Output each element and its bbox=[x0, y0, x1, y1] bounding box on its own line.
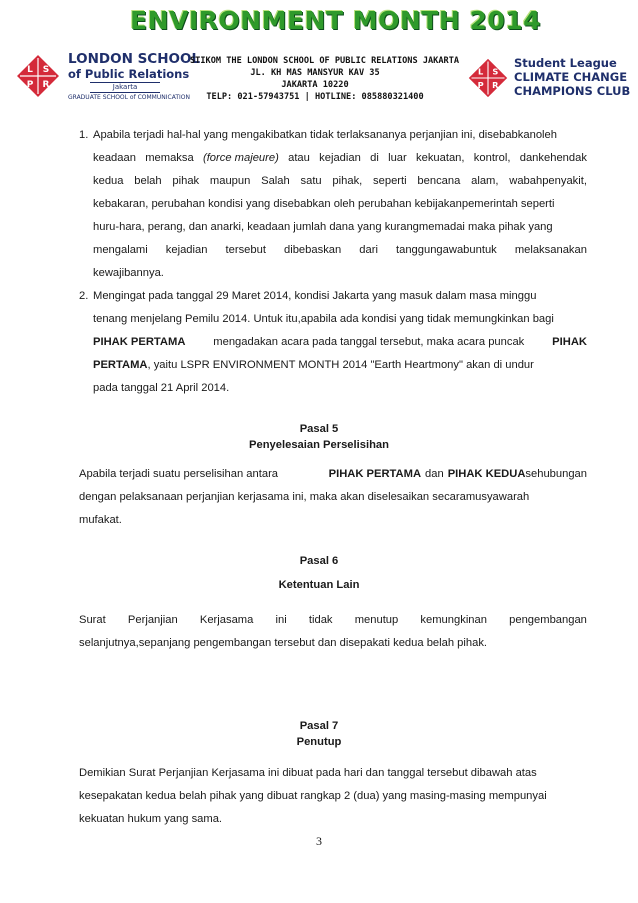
item-1-word: tersebut bbox=[225, 244, 266, 256]
pasal-6-subtitle: Ketentuan Lain bbox=[278, 579, 360, 591]
club-line-3: CHAMPIONS CLUB bbox=[514, 84, 631, 98]
item-1-word: maupun bbox=[209, 175, 251, 187]
item-1-word: kekuatan, bbox=[416, 152, 465, 164]
pasal-7-title: Pasal 7 bbox=[299, 720, 339, 732]
item-1-word: keadaan bbox=[93, 152, 136, 164]
pasal-5-subtitle: Penyelesaian Perselisihan bbox=[249, 439, 389, 451]
pasal-6-word: Kerjasama bbox=[199, 614, 254, 626]
club-badge-icon bbox=[466, 56, 510, 100]
club-line-1: Student League bbox=[514, 56, 617, 70]
item-2-line bbox=[93, 285, 587, 308]
item-2-number: 2. bbox=[79, 290, 89, 302]
badge-letter-l: L bbox=[27, 65, 33, 75]
item-1-word: pihak, bbox=[332, 175, 363, 187]
pasal-6-word: kemungkinan bbox=[420, 614, 487, 626]
item-1-word: huru-hara, perang, dan anarki, keadaan jumlah dana yang kurangmemadai maka pihak yang bbox=[93, 221, 553, 233]
item-1-word: mengalami bbox=[93, 244, 148, 256]
item-1-word: bencana bbox=[417, 175, 461, 187]
pasal-6-word: Perjanjian bbox=[127, 614, 178, 626]
club-line-2: CLIMATE CHANGE bbox=[514, 70, 628, 84]
item-1-line bbox=[93, 193, 587, 216]
item-1-word: kedua bbox=[93, 175, 124, 187]
club-badge-letter-r: R bbox=[492, 80, 499, 91]
pasal-5-paragraph bbox=[79, 463, 587, 532]
climate-club-logo bbox=[466, 56, 631, 100]
item-1-line bbox=[93, 239, 587, 262]
item-1-word: kejadian bbox=[319, 152, 361, 164]
pasal-5-text: Apabila terjadi suatu perselisihan antara bbox=[79, 468, 279, 480]
item-1-word: Apabila terjadi hal-hal yang mengakibatkan tidak terlaksananya perjanjian ini, disebabkanoleh bbox=[93, 129, 557, 141]
pasal-7-subtitle: Penutup bbox=[296, 736, 342, 748]
party-one-label-start: PIHAK bbox=[552, 336, 587, 348]
address-line: JAKARTA 10220 bbox=[281, 80, 349, 90]
item-1-word: seperti bbox=[373, 175, 407, 187]
item-1-word: kontrol, bbox=[473, 152, 511, 164]
item-1-word: wabahpenyakit, bbox=[509, 175, 587, 187]
banner-title: ENVIRONMENT MONTH bbox=[130, 6, 461, 35]
item-1-word: memaksa bbox=[145, 152, 194, 164]
pasal-6-word: tidak bbox=[308, 614, 333, 626]
campus-address bbox=[190, 55, 460, 103]
page-number: 3 bbox=[316, 834, 322, 848]
pasal-5-line-2: dengan pelaksanaan perjanjian kerjasama ini, maka akan diselesaikan secaramusyawarah bbox=[79, 491, 530, 503]
item-2-line bbox=[93, 331, 587, 354]
org-line-2: of Public Relations bbox=[68, 67, 190, 81]
club-name bbox=[514, 56, 634, 98]
item-1-line bbox=[93, 262, 587, 285]
item-2-line-5: pada tanggal 21 April 2014. bbox=[93, 382, 230, 394]
event-banner bbox=[130, 6, 542, 44]
club-badge-letter-l: L bbox=[478, 66, 484, 77]
pasal-5-line-1 bbox=[79, 463, 587, 486]
item-1-line bbox=[93, 147, 587, 170]
club-badge-letter-p: P bbox=[477, 80, 484, 91]
org-line-1: LONDON SCHOOL bbox=[68, 51, 201, 67]
party-one-label-end: PERTAMA bbox=[93, 359, 148, 371]
banner-year: 2014 bbox=[469, 6, 542, 35]
address-line: JL. KH MAS MANSYUR KAV 35 bbox=[250, 68, 380, 78]
pasal-6-word: pengembangan bbox=[509, 614, 587, 626]
pasal-7-paragraph bbox=[79, 762, 587, 831]
item-2-line bbox=[93, 354, 587, 377]
item-1-word: dibebaskan bbox=[284, 244, 342, 256]
item-1-word: dari bbox=[359, 244, 378, 256]
lspr-logo bbox=[14, 51, 201, 104]
item-2-line-2: tenang menjelang Pemilu 2014. Untuk itu,apabila ada kondisi yang tidak memungkinkan bagi bbox=[93, 313, 554, 325]
item-1-line bbox=[93, 170, 587, 193]
item-1-line bbox=[93, 124, 587, 147]
item-1-word: belah bbox=[134, 175, 162, 187]
pasal-6-word: ini bbox=[275, 614, 287, 626]
item-2-line-1: Mengingat pada tanggal 29 Maret 2014, kondisi Jakarta yang masuk dalam masa minggu bbox=[93, 290, 537, 302]
org-line-3: Jakarta bbox=[90, 82, 160, 93]
pasal-5-text: sehubungan bbox=[525, 468, 587, 480]
item-1-word: pihak bbox=[172, 175, 200, 187]
item-2-line-4: , yaitu LSPR ENVIRONMENT MONTH 2014 "Earth Heartmony" akan di undur bbox=[147, 359, 534, 371]
party-two-label: PIHAK KEDUA bbox=[447, 468, 526, 480]
item-1-word: kebakaran, perubahan kondisi yang disebabkan oleh perubahan kebijakanpemerintah seperti bbox=[93, 198, 555, 210]
pasal-6-word: Surat bbox=[79, 614, 106, 626]
address-line: STIKOM THE LONDON SCHOOL OF PUBLIC RELATIONS JAKARTA bbox=[190, 56, 460, 66]
item-1-word: dankehendak bbox=[519, 152, 587, 164]
item-1-word: atau bbox=[288, 152, 310, 164]
item-1-line bbox=[93, 216, 587, 239]
party-one-label: PIHAK PERTAMA bbox=[328, 468, 422, 480]
item-1-word: melaksanakan bbox=[514, 244, 587, 256]
pasal-6-line-1 bbox=[79, 609, 587, 632]
item-1-word: (force majeure) bbox=[202, 152, 279, 164]
address-line: TELP: 021-57943751 | HOTLINE: 085880321400 bbox=[206, 92, 424, 102]
pasal-6-title: Pasal 6 bbox=[299, 555, 339, 567]
pasal-6-line-2: selanjutnya,sepanjang pengembangan tersebut dan disepakati kedua belah pihak. bbox=[79, 637, 488, 649]
pasal-5-line-3: mufakat. bbox=[79, 514, 122, 526]
item-1-word: kewajibannya. bbox=[93, 267, 164, 279]
pasal-6-paragraph bbox=[79, 609, 587, 655]
pasal-7-line-2: kesepakatan kedua belah pihak yang dibuat rangkap 2 (dua) yang masing-masing mempunyai bbox=[79, 790, 547, 802]
pasal-6-word: menutup bbox=[354, 614, 399, 626]
org-line-4: GRADUATE SCHOOL of COMMUNICATION bbox=[68, 94, 190, 101]
badge-letter-r: R bbox=[42, 80, 50, 90]
item-1-word: luar bbox=[388, 152, 407, 164]
lspr-badge-icon bbox=[14, 52, 62, 100]
item-2-line bbox=[93, 308, 587, 331]
item-1-paragraph bbox=[93, 124, 587, 285]
item-1-number: 1. bbox=[79, 129, 89, 141]
item-2-line-3: mengadakan acara pada tanggal tersebut, maka acara puncak bbox=[213, 336, 525, 348]
item-1-word: di bbox=[370, 152, 379, 164]
badge-letter-p: P bbox=[26, 80, 34, 90]
item-1-word: tanggungawabuntuk bbox=[395, 244, 497, 256]
lspr-org-name bbox=[68, 51, 201, 102]
item-1-word: kejadian bbox=[165, 244, 208, 256]
pasal-5-text: dan bbox=[425, 468, 444, 480]
item-1-word: Salah bbox=[261, 175, 290, 187]
club-badge-letter-s: S bbox=[492, 66, 499, 77]
item-1-word: alam, bbox=[471, 175, 499, 187]
pasal-7-line-3: kekuatan hukum yang sama. bbox=[79, 813, 223, 825]
item-2-paragraph bbox=[93, 285, 587, 400]
party-one-label: PIHAK PERTAMA bbox=[93, 336, 186, 348]
pasal-5-title: Pasal 5 bbox=[299, 423, 339, 435]
item-1-word: satu bbox=[300, 175, 322, 187]
pasal-7-line-1: Demikian Surat Perjanjian Kerjasama ini dibuat pada hari dan tanggal tersebut dibawah atas bbox=[79, 767, 537, 779]
badge-letter-s: S bbox=[42, 65, 50, 75]
